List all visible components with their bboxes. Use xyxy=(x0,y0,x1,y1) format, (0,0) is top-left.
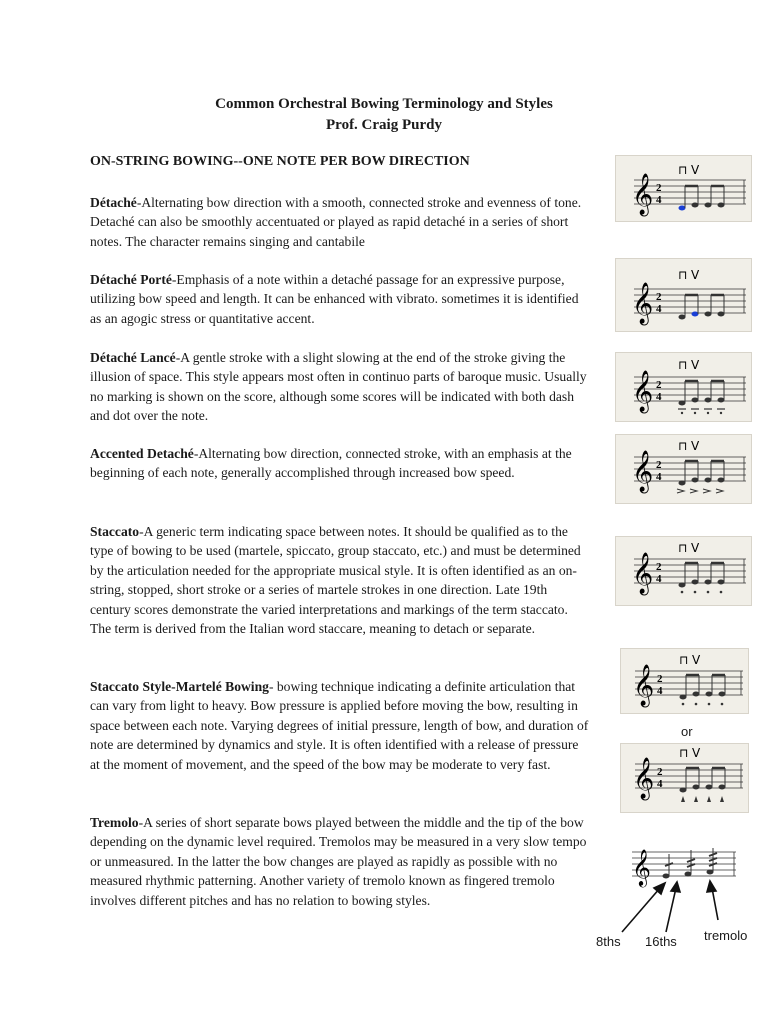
svg-text:4: 4 xyxy=(656,471,662,483)
notation-detache-lance xyxy=(615,352,752,422)
svg-text:⊓: ⊓ xyxy=(678,358,688,372)
music-staff-icon xyxy=(616,353,751,421)
entry-text: -Alternating bow direction with a smooth, connected stroke and evenness of tone. Detaché can also be smoothly accentuated or played as rapid detaché in a series of short notes. The character remains singing and cantabile xyxy=(90,195,582,249)
svg-text:⊓: ⊓ xyxy=(679,746,689,760)
svg-text:4: 4 xyxy=(656,573,662,585)
entry-term: Tremolo xyxy=(90,815,139,830)
notation-detache xyxy=(615,155,752,222)
svg-text:V: V xyxy=(692,746,701,760)
music-staff-icon xyxy=(616,435,751,503)
svg-text:𝄞: 𝄞 xyxy=(632,174,654,215)
svg-text:2: 2 xyxy=(657,673,663,685)
music-staff-icon xyxy=(616,537,751,605)
entry-tremolo xyxy=(90,813,590,910)
entry-term: Accented Detaché xyxy=(90,446,194,461)
entry-detache-lance xyxy=(90,348,590,426)
notation-accented-detache xyxy=(615,434,752,504)
svg-text:V: V xyxy=(691,358,700,372)
svg-text:𝄞: 𝄞 xyxy=(632,451,654,492)
page-title: Common Orchestral Bowing Terminology and Styles xyxy=(215,96,553,112)
svg-text:2: 2 xyxy=(656,379,662,391)
entry-detache-porte xyxy=(90,270,590,328)
entry-text: -A gentle stroke with a slight slowing at the end of the stroke giving the illusion of space. This style appears most often in continuo parts of baroque music. Usually no marking is shown on the score, although some scores will be indicated with both dash and dot over the note. xyxy=(90,350,587,424)
eighths-label: 8ths xyxy=(596,934,621,949)
svg-text:𝄞: 𝄞 xyxy=(632,283,654,324)
entry-text: -A generic term indicating space between notes. It should be qualified as to the type of bowing to be used (martele, spiccato, group staccato, etc.) and must be determined by the articulation needed for the appropriate musical style. It is often identified as an on-string, stopped, short stroke or a series of martele strokes in one direction. Late 19th century scores demonstrate the varied interpretations and markings of the term staccato. The term is derived from the Italian word staccare, meaning to detach or separate. xyxy=(90,524,581,637)
svg-text:2: 2 xyxy=(657,766,663,778)
notation-martele-wedges xyxy=(620,743,749,813)
svg-text:V: V xyxy=(691,163,700,177)
entry-text: -Emphasis of a note within a detaché passage for an expressive purpose, utilizing bow speed and length. It can be enhanced with vibrato. sometimes it is identified as an agogic stress or quantitative accent. xyxy=(90,272,579,326)
music-staff-icon xyxy=(621,744,748,812)
or-label: or xyxy=(681,724,693,739)
svg-text:2: 2 xyxy=(656,182,662,194)
svg-text:2: 2 xyxy=(656,561,662,573)
svg-text:2: 2 xyxy=(656,291,662,303)
svg-text:𝄞: 𝄞 xyxy=(633,665,655,706)
entry-detache xyxy=(90,193,590,251)
svg-text:⊓: ⊓ xyxy=(678,541,688,555)
svg-text:𝄞: 𝄞 xyxy=(632,371,654,412)
entry-term: Détaché xyxy=(90,195,137,210)
entry-term: Staccato Style-Martelé Bowing xyxy=(90,679,269,694)
entry-text: -A series of short separate bows played between the middle and the tip of the bow depending on the dynamic level required. Tremolos may be measured in a very slow tempo or unmeasured. In the latter the bow changes are played as rapidly as possible with no measured rhythmic patterning. Another variety of tremolo known as fingered tremolo involves different pitches and has no relation to bowing styles. xyxy=(90,815,587,908)
svg-text:⊓: ⊓ xyxy=(678,163,688,177)
sixteenths-label: 16ths xyxy=(645,934,677,949)
svg-text:4: 4 xyxy=(657,685,663,697)
entry-term: Détaché Lancé xyxy=(90,350,176,365)
svg-text:𝄞: 𝄞 xyxy=(632,553,654,594)
entry-martele xyxy=(90,677,590,774)
author-name: Prof. Craig Purdy xyxy=(326,117,442,133)
svg-text:2: 2 xyxy=(656,459,662,471)
entry-text: - bowing technique indicating a definite articulation that can vary from light to heavy. Bow pressure is applied before moving the bow, resulting in space between each note. Varying degrees of initial pressure, length of bow, and duration of note are determined by dynamics and style. It is often identified with a release of pressure at the moment of movement, and the speed of the bow may be moderate to very fast. xyxy=(90,679,589,772)
svg-text:⊓: ⊓ xyxy=(679,653,689,667)
svg-text:𝄞: 𝄞 xyxy=(633,758,655,799)
notation-detache-porte xyxy=(615,258,752,332)
notation-martele-dots xyxy=(620,648,749,714)
entry-term: Détaché Porté xyxy=(90,272,172,287)
entry-term: Staccato xyxy=(90,524,140,539)
svg-text:V: V xyxy=(692,653,701,667)
svg-text:V: V xyxy=(691,439,700,453)
svg-text:4: 4 xyxy=(656,303,662,315)
entry-text: -Alternating bow direction, connected stroke, with an emphasis at the beginning of each note, generally accomplished through increased bow speed. xyxy=(90,446,572,481)
svg-text:⊓: ⊓ xyxy=(678,268,688,282)
music-staff-icon xyxy=(616,259,751,331)
tremolo-label: tremolo xyxy=(704,928,748,943)
section-heading: ON-STRING BOWING--ONE NOTE PER BOW DIRECTION xyxy=(90,154,470,169)
svg-text:⊓: ⊓ xyxy=(678,439,688,453)
svg-text:4: 4 xyxy=(656,194,662,206)
entry-accented-detache xyxy=(90,444,590,483)
svg-text:V: V xyxy=(691,541,700,555)
notation-staccato xyxy=(615,536,752,606)
entry-staccato xyxy=(90,522,590,638)
svg-text:4: 4 xyxy=(657,778,663,790)
svg-text:V: V xyxy=(691,268,700,282)
music-staff-icon xyxy=(616,156,751,221)
music-staff-icon xyxy=(621,649,748,713)
svg-text:𝄞: 𝄞 xyxy=(632,848,651,886)
svg-text:4: 4 xyxy=(656,391,662,403)
